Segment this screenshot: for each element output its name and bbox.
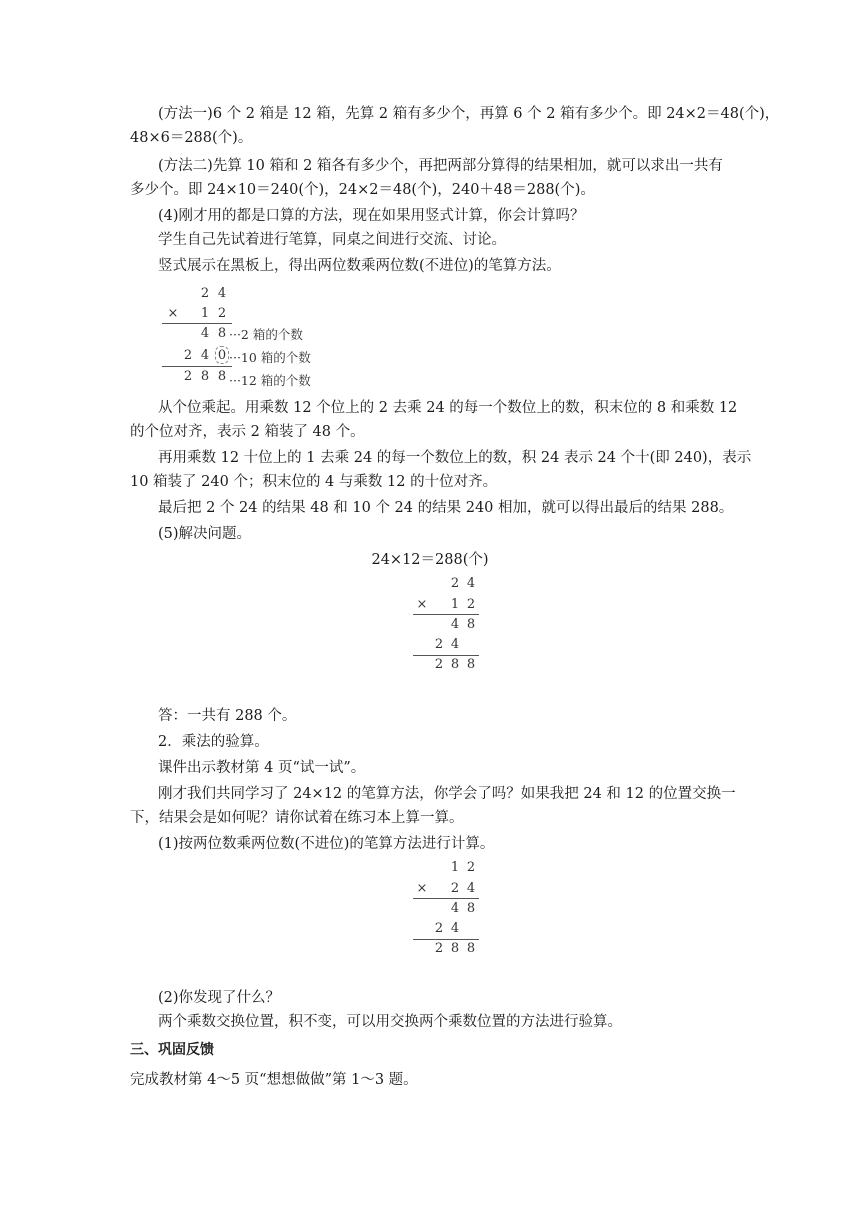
digit: 8: [450, 941, 460, 956]
board-step: 竖式展示在黑板上，得出两位数乘两位数(不进位)的笔算方法。: [158, 258, 561, 274]
explain-1-line1: 从个位乘起。用乘数 12 个位上的 2 去乘 24 的每一个数位上的数，积末位的 8 和乘数 12: [158, 400, 738, 416]
note-12-boxes: ···12 箱的个数: [229, 373, 311, 388]
rule-line: [413, 939, 479, 940]
step-2: (2)你发现了什么？: [158, 990, 281, 1006]
question-5: (5)解决问题。: [158, 526, 252, 542]
equation: 24×12＝288(个): [371, 552, 489, 568]
note-2-boxes: ···2 箱的个数: [229, 327, 303, 342]
digit: 2: [434, 637, 444, 652]
final-task: 完成教材第 4～5 页“想想做做”第 1～3 题。: [130, 1072, 418, 1088]
digit: 4: [217, 286, 227, 301]
digit: 2: [466, 597, 476, 612]
digit: 2: [450, 881, 460, 896]
student-step: 学生自己先试着进行笔算，同桌之间进行交流、讨论。: [158, 232, 506, 248]
digit: 2: [434, 921, 444, 936]
digit: 2: [200, 286, 210, 301]
heading-verification: 2．乘法的验算。: [158, 734, 269, 750]
method2-line2: 多少个。即 24×10＝240(个)，24×2＝48(个)，240＋48＝288(个)。: [130, 182, 595, 198]
rule-line: [413, 614, 479, 615]
digit: 4: [450, 617, 460, 632]
rule-line: [413, 655, 479, 656]
question-4: (4)刚才用的都是口算的方法，现在如果用竖式计算，你会计算吗？: [158, 208, 585, 224]
explain-3: 最后把 2 个 24 的结果 48 和 10 个 24 的结果 240 相加，就可以得出最后的结果 288。: [158, 500, 734, 516]
digit: 8: [217, 369, 227, 384]
courseware-line: 课件出示教材第 4 页“试一试”。: [158, 760, 366, 776]
digit: 2: [450, 576, 460, 591]
digit: 8: [450, 657, 460, 672]
digit: 8: [466, 901, 476, 916]
explain-1-line2: 的个位对齐，表示 2 箱装了 48 个。: [130, 424, 365, 440]
digit: 4: [466, 881, 476, 896]
rule-line: [162, 323, 232, 324]
digit: 2: [434, 941, 444, 956]
answer: 答：一共有 288 个。: [158, 708, 297, 724]
note-10-boxes: ···10 箱的个数: [229, 350, 311, 365]
digit: 2: [183, 348, 193, 363]
digit: 1: [450, 860, 460, 875]
section-3-heading: 三、巩固反馈: [130, 1042, 214, 1058]
digit: 4: [450, 921, 460, 936]
digit: 8: [466, 617, 476, 632]
explain-2-line1: 再用乘数 12 十位上的 1 去乘 24 的每一个数位上的数，积 24 表示 24 个十(即 240)，表示: [158, 450, 752, 466]
digit: 8: [466, 657, 476, 672]
digit: 4: [200, 326, 210, 341]
digit: 4: [450, 637, 460, 652]
digit: 8: [466, 941, 476, 956]
digit: 2: [183, 369, 193, 384]
digit: 4: [466, 576, 476, 591]
digit: 0: [217, 348, 227, 363]
conclusion: 两个乘数交换位置，积不变，可以用交换两个乘数位置的方法进行验算。: [158, 1014, 622, 1030]
times-sign: ×: [416, 881, 428, 896]
method2-line1: (方法二)先算 10 箱和 2 箱各有多少个，再把两部分算得的结果相加，就可以求出一共有: [158, 158, 723, 174]
digit: 2: [466, 860, 476, 875]
step-1: (1)按两位数乘两位数(不进位)的笔算方法进行计算。: [158, 836, 495, 852]
digit: 1: [450, 597, 460, 612]
digit: 2: [217, 306, 227, 321]
method1-line1: (方法一)6 个 2 箱是 12 箱，先算 2 箱有多少个，再算 6 个 2 箱有多少个。即 24×2＝48(个)，: [158, 106, 780, 122]
explain-2-line2: 10 箱装了 240 个；积末位的 4 与乘数 12 的十位对齐。: [130, 474, 498, 490]
digit: 8: [217, 326, 227, 341]
digit: 4: [450, 901, 460, 916]
swap-question-line2: 下，结果会是如何呢？请你试着在练习本上算一算。: [130, 810, 464, 826]
digit: 1: [200, 306, 210, 321]
method1-line2: 48×6＝288(个)。: [130, 130, 253, 146]
digit: 8: [200, 369, 210, 384]
swap-question-line1: 刚才我们共同学习了 24×12 的笔算方法，你学会了吗？如果我把 24 和 12 的位置交换一: [158, 786, 736, 802]
times-sign: ×: [416, 597, 428, 612]
times-sign: ×: [167, 306, 179, 321]
rule-line: [162, 366, 232, 367]
digit: 4: [200, 348, 210, 363]
digit: 2: [434, 657, 444, 672]
rule-line: [413, 898, 479, 899]
